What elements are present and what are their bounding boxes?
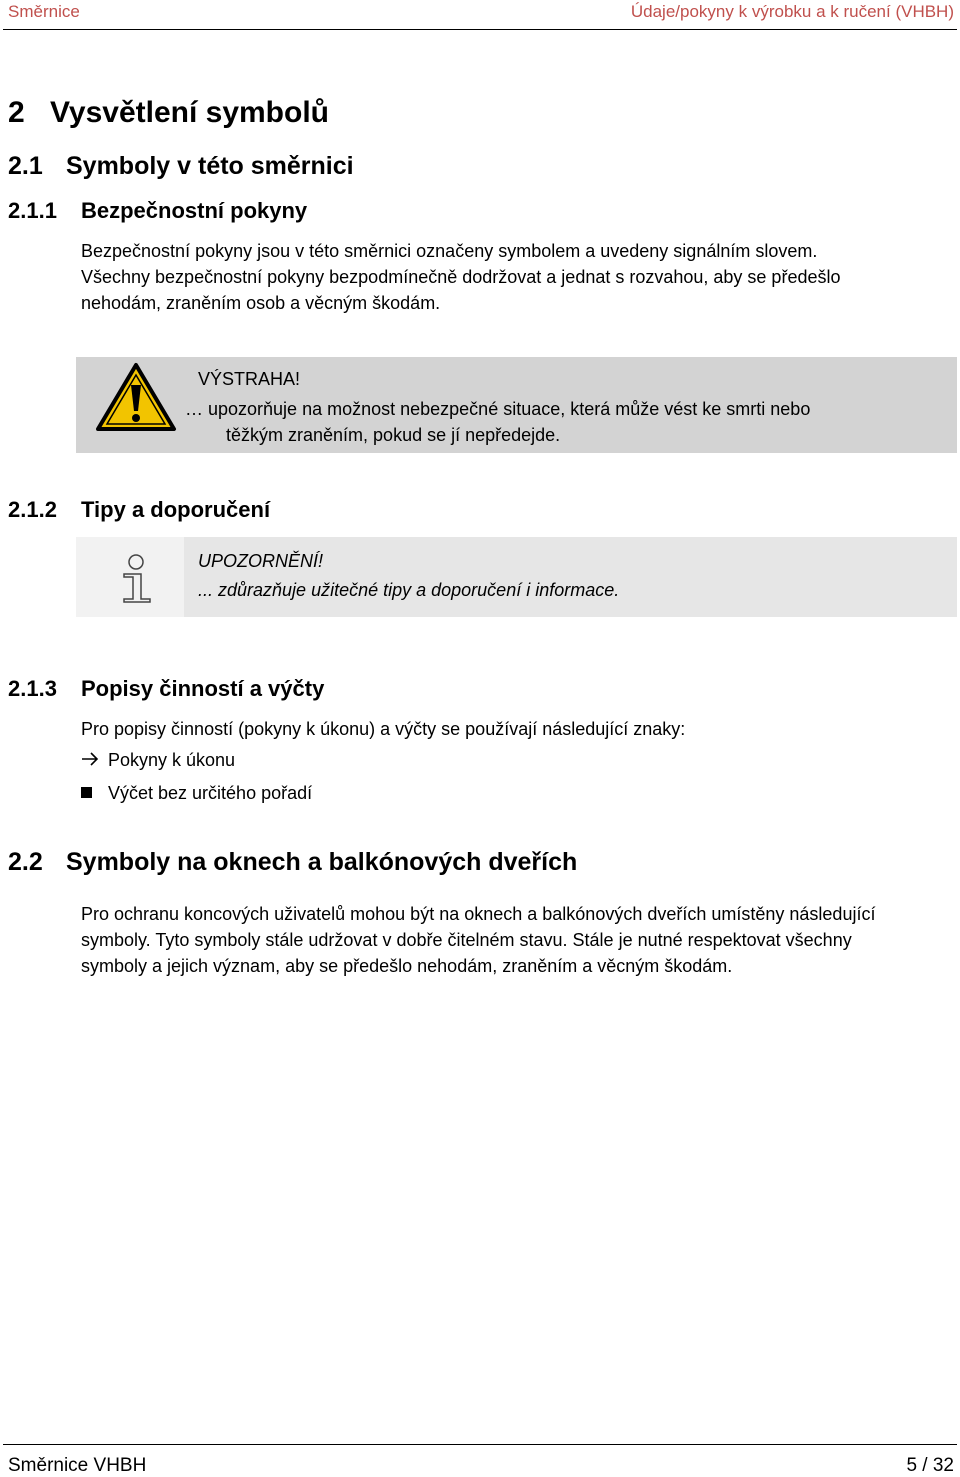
paragraph-line: Pro ochranu koncových uživatelů mohou být na oknech a balkónových dveřích umístěny následující xyxy=(81,904,876,924)
heading-number: 2.1.3 xyxy=(8,676,57,701)
warning-text-line: těžkým zraněním, pokud se jí nepředejde. xyxy=(226,425,561,445)
heading-number: 2.1.2 xyxy=(8,497,57,522)
heading-title: Symboly v této směrnici xyxy=(66,152,354,180)
warning-triangle-icon xyxy=(76,357,184,453)
square-bullet-icon xyxy=(81,783,108,804)
info-icon xyxy=(76,537,184,617)
footer-document-name: Směrnice VHBH xyxy=(8,1455,147,1476)
arrow-right-icon xyxy=(81,750,108,771)
header-divider xyxy=(3,29,957,30)
heading-section-2-2 xyxy=(8,848,577,877)
note-box xyxy=(76,537,957,617)
heading-section-2 xyxy=(8,96,329,130)
warning-box xyxy=(76,357,957,453)
list-item-text: Pokyny k úkonu xyxy=(108,750,236,770)
heading-title: Bezpečnostní pokyny xyxy=(81,198,308,223)
paragraph-line: nehodám, zraněním osob a věcným škodám. xyxy=(81,293,441,313)
paragraph-line: Všechny bezpečnostní pokyny bezpodmínečně dodržovat a jednat s rozvahou, aby se předešlo xyxy=(81,267,841,287)
heading-title: Popisy činností a výčty xyxy=(81,676,325,701)
symbols-paragraph xyxy=(81,901,875,979)
footer-divider xyxy=(3,1444,957,1445)
heading-section-2-1-2 xyxy=(8,497,270,523)
heading-section-2-1-1 xyxy=(8,198,307,224)
safety-paragraph xyxy=(81,238,840,316)
note-text: ... zdůrazňuje užitečné tipy a doporučení i informace. xyxy=(198,580,620,600)
running-header-right: Údaje/pokyny k výrobku a k ručení (VHBH) xyxy=(630,2,954,21)
intro-paragraph: Pro popisy činností (pokyny k úkonu) a výčty se používají následující znaky: xyxy=(81,719,686,739)
page-number: 5 / 32 xyxy=(906,1455,954,1476)
heading-number: 2.2 xyxy=(8,848,43,876)
heading-title: Vysvětlení symbolů xyxy=(50,96,329,129)
heading-section-2-1 xyxy=(8,152,354,181)
running-header-left: Směrnice xyxy=(8,2,80,21)
heading-title: Symboly na oknech a balkónových dveřích xyxy=(66,848,578,876)
heading-number: 2.1 xyxy=(8,152,43,180)
list-item xyxy=(81,750,235,771)
heading-number: 2 xyxy=(8,96,25,129)
heading-section-2-1-3 xyxy=(8,676,324,702)
paragraph-line: Bezpečnostní pokyny jsou v této směrnici označeny symbolem a uvedeny signálním slovem. xyxy=(81,241,818,261)
list-item xyxy=(81,783,312,804)
paragraph-line: symboly. Tyto symboly stále udržovat v dobře čitelném stavu. Stále je nutné respektovat všechny xyxy=(81,930,852,950)
warning-text-line: … upozorňuje na možnost nebezpečné situace, která může vést ke smrti nebo xyxy=(185,399,811,419)
list-item-text: Výčet bez určitého pořadí xyxy=(108,783,313,803)
heading-number: 2.1.1 xyxy=(8,198,57,223)
heading-title: Tipy a doporučení xyxy=(81,497,271,522)
paragraph-line: symboly a jejich význam, aby se předešlo nehodám, zraněním a věcným škodám. xyxy=(81,956,733,976)
warning-title: VÝSTRAHA! xyxy=(198,369,301,389)
note-title: UPOZORNĚNÍ! xyxy=(198,551,324,571)
